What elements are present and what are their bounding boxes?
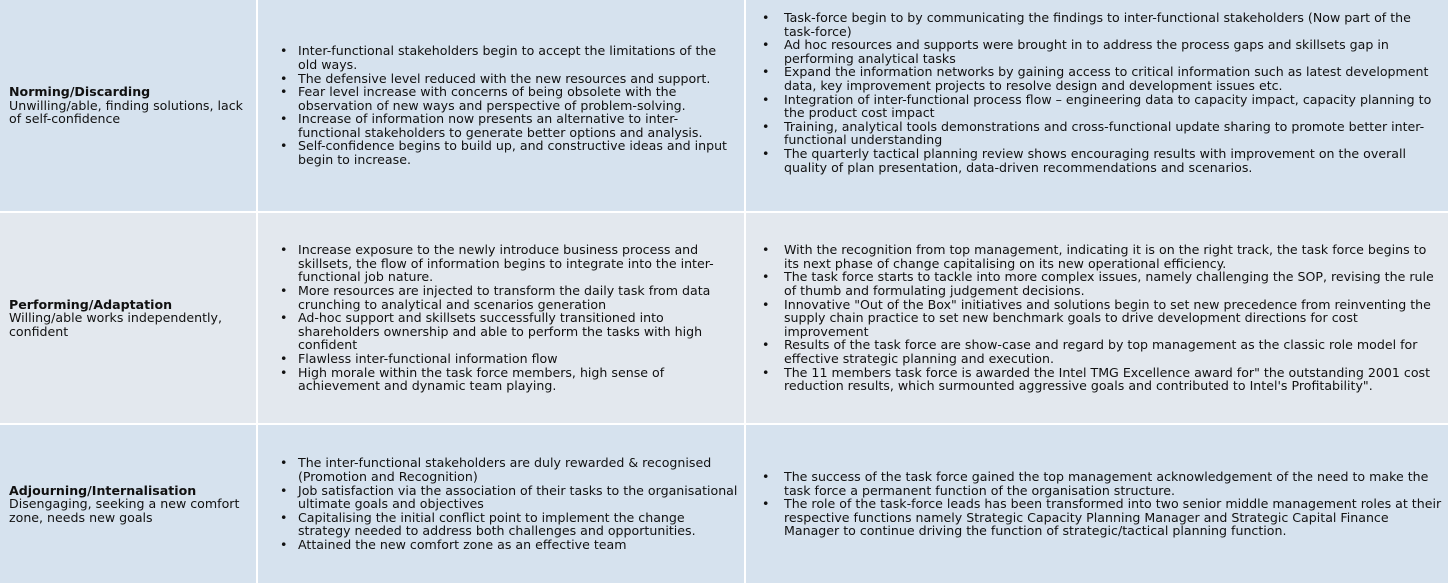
- list-item: • Flawless inter-functional information flow: [258, 352, 744, 366]
- task-force-list: [746, 11, 1448, 174]
- list-item: • Inter-functional stakeholders begin to accept the limitations of the old ways.: [258, 44, 744, 71]
- list-item: • Increase of information now presents an alternative to inter-functional stakeholders to generate better options and analysis.: [258, 112, 744, 139]
- stage-title: Norming/Discarding: [9, 84, 151, 100]
- list-item: • More resources are injected to transform the daily task from data crunching to analytical and scenarios generation: [258, 284, 744, 311]
- stage-cell-norming: [0, 0, 258, 213]
- list-item: • Expand the information networks by gaining access to critical information such as latest development data, key improvement projects to resolve design and development issues etc.: [746, 65, 1448, 92]
- stakeholders-cell-performing: [258, 213, 746, 425]
- stage-title: Adjourning/Internalisation: [9, 482, 197, 498]
- task-force-list: [746, 243, 1448, 393]
- stakeholders-list: [258, 243, 744, 393]
- list-item: • Self-confidence begins to build up, and constructive ideas and input begin to increase.: [258, 139, 744, 166]
- stakeholders-cell-norming: [258, 0, 746, 213]
- list-item: • Fear level increase with concerns of being obsolete with the observation of new ways and perspective of problem-solving.: [258, 85, 744, 112]
- task-force-cell-performing: [746, 213, 1450, 425]
- list-item: • With the recognition from top management, indicating it is on the right track, the task force begins to its next phase of change capitalising on its new operational efficiency.: [746, 243, 1448, 270]
- list-item: • Capitalising the initial conflict point to implement the change strategy needed to address both challenges and opportunities.: [258, 511, 744, 538]
- list-item: • Increase exposure to the newly introduce business process and skillsets, the flow of information begins to integrate into the inter-functional job nature.: [258, 243, 744, 284]
- list-item: • Integration of inter-functional process flow – engineering data to capacity impact, capacity planning to the product cost impact: [746, 93, 1448, 120]
- task-force-cell-norming: [746, 0, 1450, 213]
- stakeholders-list: [258, 44, 744, 166]
- list-item: • Ad-hoc support and skillsets successfully transitioned into shareholders ownership and able to perform the tasks with high confident: [258, 311, 744, 352]
- list-item: • Job satisfaction via the association of their tasks to the organisational ultimate goals and objectives: [258, 484, 744, 511]
- list-item: • The defensive level reduced with the new resources and support.: [258, 72, 744, 86]
- list-item: • The quarterly tactical planning review shows encouraging results with improvement on the overall quality of plan presentation, data-driven recommendations and scenarios.: [746, 147, 1448, 174]
- list-item: • The 11 members task force is awarded the Intel TMG Excellence award for" the outstanding 2001 cost reduction results, which surmounted aggressive goals and contributed to Intel's Profitability".: [746, 366, 1448, 393]
- stage-description: Unwilling/able, finding solutions, lack of self-confidence: [9, 97, 243, 127]
- stage-description: Disengaging, seeking a new comfort zone, needs new goals: [9, 496, 240, 525]
- list-item: • The success of the task force gained the top management acknowledgement of the need to make the task force a permanent function of the organisation structure.: [746, 470, 1448, 497]
- list-item: • Innovative "Out of the Box" initiatives and solutions begin to set new precedence from reinventing the supply chain practice to set new benchmark goals to drive development directions for cost improvement: [746, 298, 1448, 339]
- list-item: • Task-force begin to by communicating the findings to inter-functional stakeholders (Now part of the task-force): [746, 11, 1448, 38]
- list-item: • The role of the task-force leads has been transformed into two senior middle management roles at their respective functions namely Strategic Capacity Planning Manager and Strategic Capital Finance Manager to continue driving the function of strategic/tactical planning function.: [746, 497, 1448, 538]
- stakeholders-cell-adjourning: [258, 425, 746, 585]
- stage-cell-adjourning: [0, 425, 258, 585]
- task-force-list: [746, 470, 1448, 538]
- stage-cell-performing: [0, 213, 258, 425]
- list-item: • High morale within the task force members, high sense of achievement and dynamic team playing.: [258, 366, 744, 393]
- list-item: • Attained the new comfort zone as an effective team: [258, 538, 744, 552]
- list-item: • The task force starts to tackle into more complex issues, namely challenging the SOP, revising the rule of thumb and formulating judgement decisions.: [746, 270, 1448, 297]
- list-item: • The inter-functional stakeholders are duly rewarded & recognised (Promotion and Recognition): [258, 456, 744, 483]
- task-force-cell-adjourning: [746, 425, 1450, 585]
- stage-title: Performing/Adaptation: [9, 296, 173, 312]
- list-item: • Results of the task force are show-case and regard by top management as the classic role model for effective strategic planning and execution.: [746, 338, 1448, 365]
- list-item: • Training, analytical tools demonstrations and cross-functional update sharing to promote better inter-functional understanding: [746, 120, 1448, 147]
- list-item: • Ad hoc resources and supports were brought in to address the process gaps and skillsets gap in performing analytical tasks: [746, 38, 1448, 65]
- stage-description: Willing/able works independently, confident: [9, 310, 222, 339]
- stakeholders-list: [258, 456, 744, 551]
